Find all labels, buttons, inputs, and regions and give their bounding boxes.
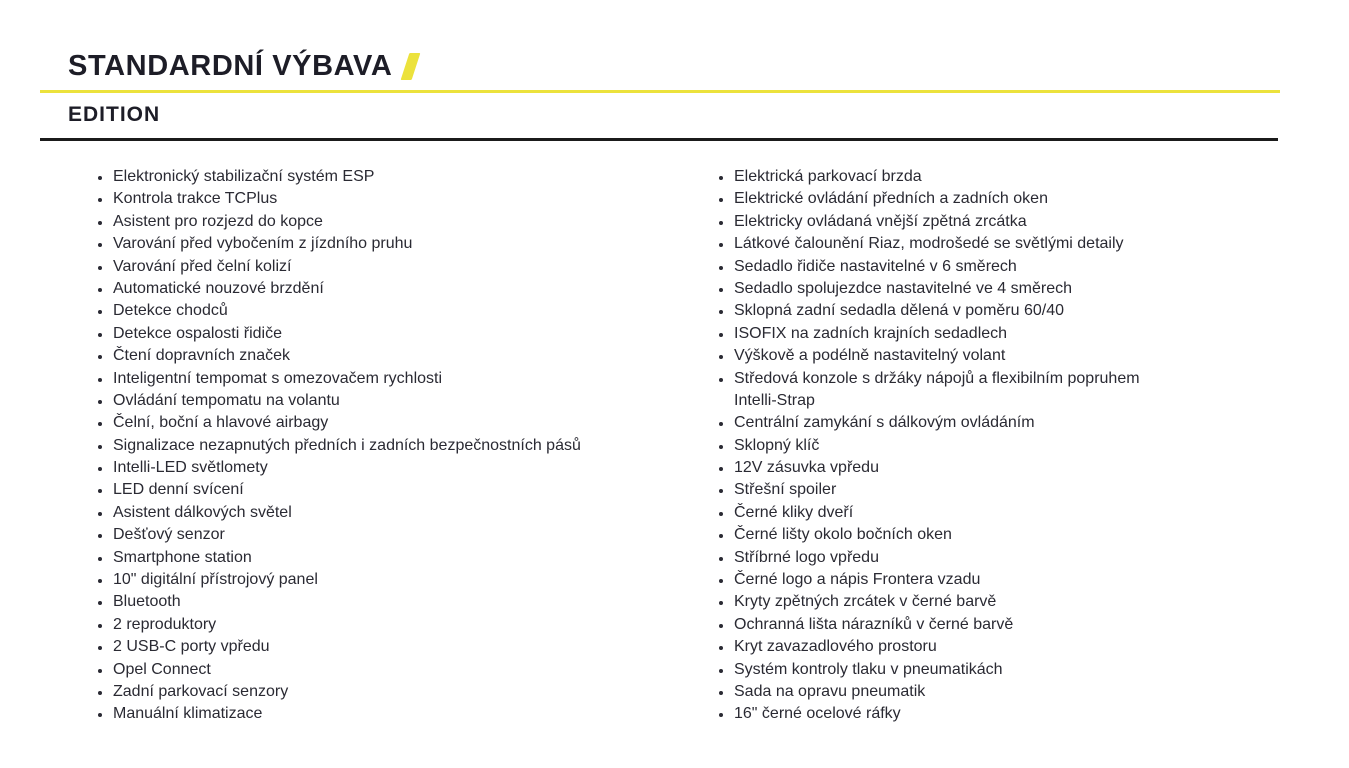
equipment-item [98, 233, 703, 255]
black-divider [40, 138, 1278, 141]
bullet-dot-icon [98, 378, 102, 382]
equipment-item-label: Elektrická parkovací brzda [734, 168, 922, 185]
equipment-item [719, 703, 1339, 725]
equipment-item-label: Střešní spoiler [734, 481, 837, 499]
equipment-item-label: Látkové čalounění Riaz, modrošedé se světlými detaily [734, 235, 1124, 253]
equipment-item-label: Varování před vybočením z jízdního pruhu [113, 235, 413, 253]
equipment-item-label: Automatické nouzové brzdění [113, 279, 324, 297]
equipment-item-label: Elektrické ovládání předních a zadních oken [734, 190, 1048, 208]
equipment-item [719, 479, 1339, 501]
bullet-dot-icon [719, 288, 723, 292]
equipment-item-label: Varování před čelní kolizí [113, 257, 292, 275]
bullet-dot-icon [719, 624, 723, 628]
equipment-item [98, 547, 703, 569]
equipment-item [98, 211, 703, 233]
equipment-item-label: Černé logo a nápis Frontera vzadu [734, 571, 981, 589]
bullet-dot-icon [719, 713, 723, 717]
bullet-dot-icon [98, 288, 102, 292]
bullet-dot-icon [98, 310, 102, 314]
equipment-item-label: Inteligentní tempomat s omezovačem rychlosti [113, 369, 443, 387]
equipment-item [98, 591, 703, 613]
bullet-dot-icon [719, 266, 723, 270]
equipment-item-label: Výškově a podélně nastavitelný volant [734, 347, 1006, 365]
bullet-dot-icon [719, 176, 723, 180]
equipment-item [98, 524, 703, 546]
equipment-item-label: Sada na opravu pneumatik [734, 682, 926, 700]
equipment-item-label: Signalizace nezapnutých předních i zadních bezpečnostních pásů [113, 436, 581, 454]
equipment-item [719, 524, 1339, 546]
bullet-dot-icon [98, 198, 102, 202]
bullet-dot-icon [719, 221, 723, 225]
trim-level-title: EDITION [68, 103, 161, 126]
equipment-item [98, 256, 703, 278]
slash-icon [401, 53, 421, 80]
equipment-item-label: 10" digitální přístrojový panel [113, 571, 318, 589]
bullet-dot-icon [98, 355, 102, 359]
equipment-item-label: Intelli-Strap [734, 391, 815, 409]
equipment-list-right [719, 166, 1339, 726]
page-title-text: STANDARDNÍ VÝBAVA [68, 50, 393, 82]
bullet-dot-icon [719, 355, 723, 359]
bullet-dot-icon [719, 579, 723, 583]
equipment-item [98, 703, 703, 725]
equipment-item-label: Kryty zpětných zrcátek v černé barvě [734, 593, 997, 611]
equipment-item [98, 278, 703, 300]
yellow-divider [40, 90, 1280, 93]
equipment-item-label: Černé lišty okolo bočních oken [734, 526, 952, 544]
equipment-item-label: Intelli-LED světlomety [113, 459, 268, 477]
bullet-dot-icon [98, 601, 102, 605]
equipment-item [719, 368, 1339, 390]
bullet-dot-icon [719, 669, 723, 673]
equipment-item [98, 368, 703, 390]
bullet-dot-icon [98, 512, 102, 516]
bullet-dot-icon [98, 579, 102, 583]
bullet-dot-icon [719, 243, 723, 247]
equipment-item-label: Elektronický stabilizační systém ESP [113, 168, 375, 185]
equipment-item [98, 323, 703, 345]
bullet-dot-icon [719, 310, 723, 314]
equipment-item [719, 256, 1339, 278]
bullet-dot-icon [98, 691, 102, 695]
bullet-dot-icon [719, 467, 723, 471]
bullet-dot-icon [719, 489, 723, 493]
bullet-dot-icon [98, 557, 102, 561]
equipment-item [719, 412, 1339, 434]
equipment-item [719, 457, 1339, 479]
equipment-item [719, 435, 1339, 457]
equipment-item-label: Systém kontroly tlaku v pneumatikách [734, 660, 1003, 678]
equipment-item-label: Smartphone station [113, 548, 252, 566]
bullet-dot-icon [98, 624, 102, 628]
equipment-item [719, 233, 1339, 255]
equipment-item [719, 659, 1339, 681]
bullet-dot-icon [98, 333, 102, 337]
equipment-item [98, 435, 703, 457]
equipment-item-label: Opel Connect [113, 660, 211, 678]
bullet-dot-icon [719, 534, 723, 538]
equipment-item-label: Asistent dálkových světel [113, 503, 292, 521]
equipment-item-label: Čelní, boční a hlavové airbagy [113, 414, 329, 432]
bullet-dot-icon [98, 422, 102, 426]
bullet-dot-icon [98, 176, 102, 180]
bullet-dot-icon [719, 445, 723, 449]
equipment-item-label: Středová konzole s držáky nápojů a flexibilním popruhem [734, 369, 1140, 387]
equipment-item-label: Centrální zamykání s dálkovým ovládáním [734, 414, 1035, 432]
equipment-item-label: Asistent pro rozjezd do kopce [113, 212, 323, 230]
equipment-item [719, 502, 1339, 524]
bullet-dot-icon [98, 669, 102, 673]
equipment-item-label: Sedadlo spolujezdce nastavitelné ve 4 směrech [734, 279, 1072, 297]
equipment-item-label: Detekce ospalosti řidiče [113, 324, 282, 342]
equipment-item-label: Manuální klimatizace [113, 705, 263, 723]
equipment-item [719, 211, 1339, 233]
equipment-item-label: Kryt zavazadlového prostoru [734, 638, 937, 656]
equipment-item-label: 16" černé ocelové ráfky [734, 705, 901, 723]
equipment-list-left [98, 166, 703, 726]
equipment-item-label: Stříbrné logo vpředu [734, 548, 879, 566]
page-title [68, 50, 416, 83]
equipment-item [719, 300, 1339, 322]
equipment-item-label: Dešťový senzor [113, 526, 225, 544]
equipment-item [98, 636, 703, 658]
bullet-dot-icon [98, 534, 102, 538]
equipment-item [98, 188, 703, 210]
equipment-item-label: Bluetooth [113, 593, 181, 611]
equipment-item-label: Kontrola trakce TCPlus [113, 190, 278, 208]
bullet-dot-icon [719, 691, 723, 695]
equipment-item-label: Černé kliky dveří [734, 503, 854, 521]
equipment-item [98, 659, 703, 681]
equipment-item-label: ISOFIX na zadních krajních sedadlech [734, 324, 1008, 342]
bullet-dot-icon [98, 400, 102, 404]
equipment-item [719, 188, 1339, 210]
equipment-item [719, 278, 1339, 300]
equipment-item [98, 502, 703, 524]
equipment-item-label: 12V zásuvka vpředu [734, 459, 879, 477]
equipment-item [719, 345, 1339, 367]
bullet-dot-icon [98, 713, 102, 717]
equipment-item [719, 166, 1339, 188]
equipment-item [719, 681, 1339, 703]
bullet-dot-icon [719, 422, 723, 426]
bullet-dot-icon [719, 601, 723, 605]
equipment-item [98, 300, 703, 322]
equipment-item [98, 681, 703, 703]
equipment-item [98, 569, 703, 591]
equipment-item-label: Čtení dopravních značek [113, 347, 290, 365]
equipment-item [719, 323, 1339, 345]
equipment-item-label: Sklopná zadní sedadla dělená v poměru 60/40 [734, 302, 1065, 320]
equipment-item-label: 2 reproduktory [113, 615, 217, 633]
equipment-item [98, 457, 703, 479]
bullet-dot-icon [98, 445, 102, 449]
bullet-dot-icon [719, 646, 723, 650]
bullet-dot-icon [98, 489, 102, 493]
bullet-dot-icon [98, 266, 102, 270]
equipment-item [719, 591, 1339, 613]
equipment-item [719, 636, 1339, 658]
equipment-item-label: Detekce chodců [113, 302, 228, 320]
equipment-item [719, 569, 1339, 591]
equipment-item [719, 614, 1339, 636]
equipment-item [98, 412, 703, 434]
bullet-dot-icon [719, 198, 723, 202]
equipment-item-label: Elektricky ovládaná vnější zpětná zrcátka [734, 212, 1027, 230]
equipment-item-label: Ovládání tempomatu na volantu [113, 391, 340, 409]
equipment-item-label: Ochranná lišta nárazníků v černé barvě [734, 615, 1014, 633]
equipment-item [98, 614, 703, 636]
equipment-item-label: LED denní svícení [113, 481, 244, 499]
equipment-item [719, 390, 1339, 412]
equipment-item [98, 345, 703, 367]
equipment-item-label: 2 USB-C porty vpředu [113, 638, 270, 656]
bullet-dot-icon [719, 512, 723, 516]
bullet-dot-icon [719, 557, 723, 561]
equipment-item [719, 547, 1339, 569]
bullet-dot-icon [98, 646, 102, 650]
bullet-dot-icon [719, 378, 723, 382]
equipment-item [98, 479, 703, 501]
bullet-dot-icon [98, 467, 102, 471]
equipment-item [98, 390, 703, 412]
bullet-dot-icon [98, 221, 102, 225]
equipment-item [98, 166, 703, 188]
bullet-dot-icon [98, 243, 102, 247]
equipment-item-label: Sedadlo řidiče nastavitelné v 6 směrech [734, 257, 1017, 275]
equipment-item-label: Zadní parkovací senzory [113, 682, 289, 700]
equipment-item-label: Sklopný klíč [734, 436, 820, 454]
bullet-dot-icon [719, 333, 723, 337]
